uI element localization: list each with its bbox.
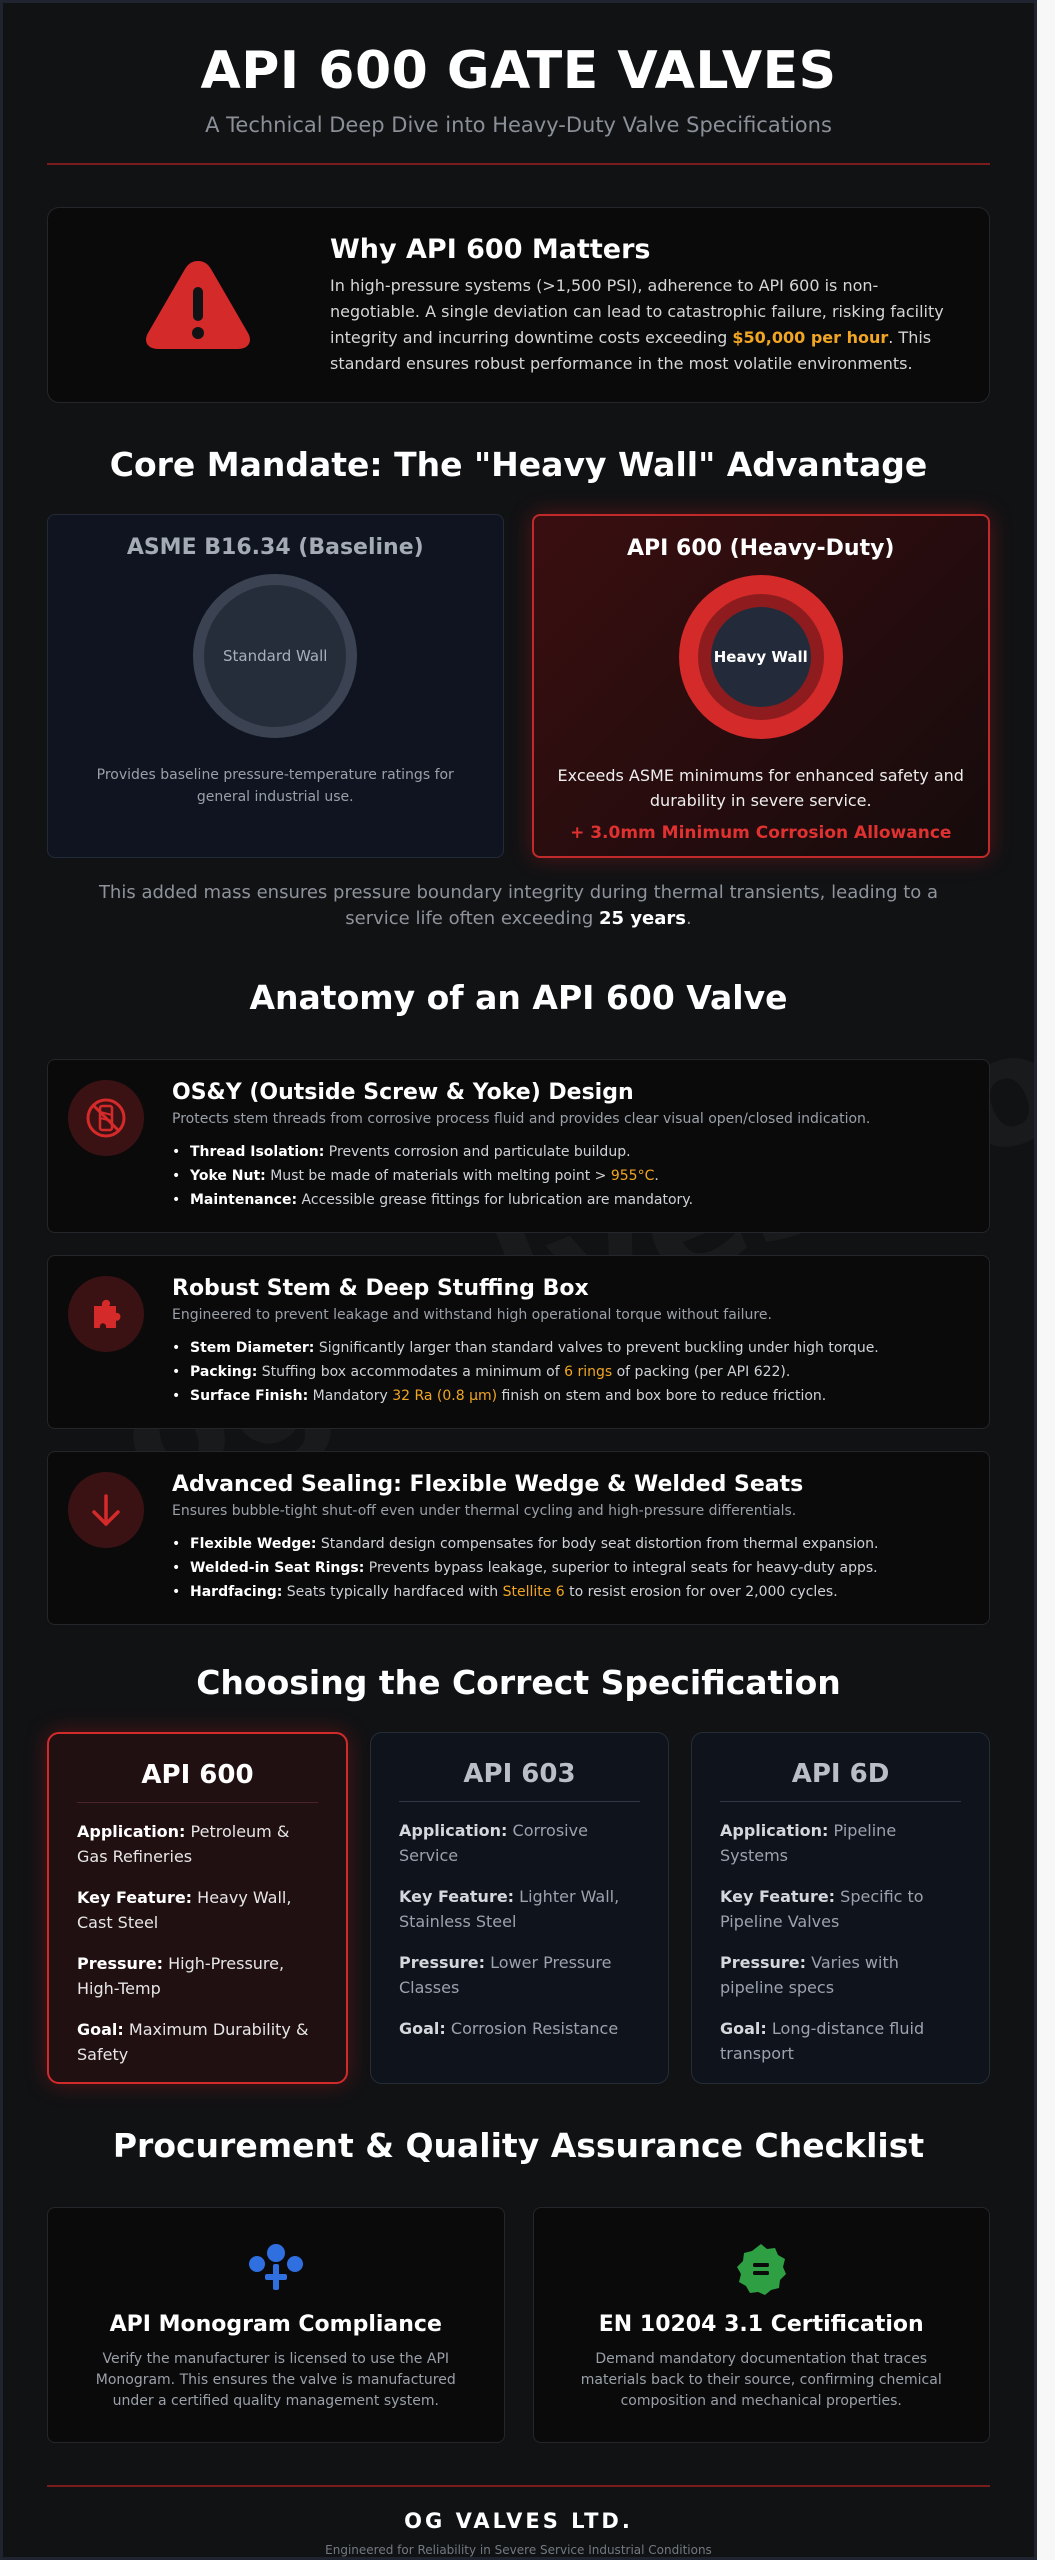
anatomy-card-points (172, 1140, 969, 1212)
certificate-icon (534, 2242, 990, 2294)
anatomy-card-points (172, 1336, 969, 1408)
heavy-duty-card (532, 514, 991, 858)
list-item: • Packing: Stuffing box accommodates a minimum of 6 rings of packing (per API 622). (172, 1360, 969, 1384)
anatomy-card-title: Advanced Sealing: Flexible Wedge & Welded Seats (172, 1472, 804, 1497)
footer (3, 2487, 1034, 2557)
spec-row: Key Feature: Specific to Pipeline Valves (720, 1887, 924, 1931)
wall-comparison (47, 514, 990, 858)
anatomy-card (47, 1451, 990, 1625)
spec-row: Pressure: Lower Pressure Classes (399, 1953, 612, 1997)
warning-triangle-icon (78, 257, 318, 353)
list-item: • Thread Isolation: Prevents corrosion and particulate buildup. (172, 1140, 969, 1164)
checklist-card-title: EN 10204 3.1 Certification (598, 2312, 924, 2337)
puzzle-icon (68, 1276, 144, 1352)
spec-row: Key Feature: Lighter Wall, Stainless Steel (399, 1887, 620, 1931)
checklist-section-title: Procurement & Quality Assurance Checklist (112, 2126, 925, 2165)
anatomy-card-points (172, 1532, 969, 1604)
spec-name: API 603 (399, 1759, 640, 1802)
spec-name: API 6D (720, 1759, 961, 1802)
list-item: • Hardfacing: Seats typically hardfaced with Stellite 6 to resist erosion for over 2,000 cycles. (172, 1580, 969, 1604)
spec-row: Application: Pipeline Systems (720, 1821, 897, 1865)
heavy-duty-desc: Exceeds ASME minimums for enhanced safety and durability in severe service. (557, 766, 964, 810)
page-subtitle: A Technical Deep Dive into Heavy-Duty Valve Specifications (205, 113, 832, 137)
spec-row: Goal: Corrosion Resistance (399, 2019, 619, 2038)
spec-row: Application: Corrosive Service (399, 1821, 588, 1865)
spec-card-api-600 (47, 1732, 348, 2084)
spec-name: API 600 (77, 1760, 318, 1803)
list-item: • Maintenance: Accessible grease fittings for lubrication are mandatory. (172, 1188, 969, 1212)
checklist-card-desc: Verify the manufacturer is licensed to use the API Monogram. This ensures the valve is manufactured under a certified quality management system. (95, 2351, 456, 2409)
arrow-down-icon (68, 1472, 144, 1548)
spec-row: Key Feature: Heavy Wall, Cast Steel (77, 1888, 292, 1932)
anatomy-card (47, 1059, 990, 1233)
spec-row: Application: Petroleum & Gas Refineries (77, 1822, 290, 1866)
anatomy-card-subtitle: Protects stem threads from corrosive process fluid and provides clear visual open/closed indication. (172, 1111, 871, 1127)
anatomy-list (47, 1059, 990, 1625)
anatomy-card-subtitle: Engineered to prevent leakage and withstand high operational torque without failure. (172, 1307, 772, 1323)
company-name: OG VALVES LTD. (404, 2509, 633, 2533)
checklist-card-title: API Monogram Compliance (109, 2312, 442, 2337)
core-section-title: Core Mandate: The "Heavy Wall" Advantage (109, 445, 928, 484)
list-item: • Surface Finish: Mandatory 32 Ra (0.8 µm) finish on stem and box bore to reduce friction. (172, 1384, 969, 1408)
anatomy-card-title: OS&Y (Outside Screw & Yoke) Design (172, 1080, 634, 1105)
list-item: • Welded-in Seat Rings: Prevents bypass leakage, superior to integral seats for heavy-duty apps. (172, 1556, 969, 1580)
standard-wall-label: Standard Wall (223, 647, 328, 665)
spec-card-api-6d (691, 1732, 990, 2084)
anatomy-section-title: Anatomy of an API 600 Valve (249, 978, 788, 1017)
corrosion-allowance: + 3.0mm Minimum Corrosion Allowance (570, 823, 952, 843)
list-item: • Stem Diameter: Significantly larger than standard valves to prevent buckling under high torque. (172, 1336, 969, 1360)
why-title: Why API 600 Matters (330, 233, 651, 265)
no-screw-icon (68, 1080, 144, 1156)
company-tagline: Engineered for Reliability in Severe Service Industrial Conditions (325, 2543, 712, 2557)
service-life-note: This added mass ensures pressure boundary integrity during thermal transients, leading to a service life often exceeding 25 years. (98, 882, 939, 929)
baseline-desc: Provides baseline pressure-temperature ratings for general industrial use. (96, 767, 454, 805)
header-divider (47, 163, 990, 165)
specs-section-title: Choosing the Correct Specification (196, 1663, 841, 1702)
spec-card-api-603 (370, 1732, 669, 2084)
anatomy-card (47, 1255, 990, 1429)
checklist-card (47, 2207, 505, 2443)
checklist-card-desc: Demand mandatory documentation that traces materials back to their source, confirming chemical composition and mechanical properties. (580, 2351, 942, 2409)
network-icon (48, 2242, 504, 2294)
baseline-card (47, 514, 504, 858)
spec-row: Pressure: High-Pressure, High-Temp (77, 1954, 285, 1998)
list-item: • Yoke Nut: Must be made of materials with melting point > 955°C. (172, 1164, 969, 1188)
spec-row: Goal: Maximum Durability & Safety (77, 2020, 309, 2064)
anatomy-card-subtitle: Ensures bubble-tight shut-off even under thermal cycling and high-pressure differentials. (172, 1503, 797, 1519)
page-title: API 600 GATE VALVES (200, 41, 837, 101)
downtime-cost-highlight: $50,000 per hour (732, 327, 889, 347)
list-item: • Flexible Wedge: Standard design compensates for body seat distortion from thermal expansion. (172, 1532, 969, 1556)
heavy-duty-title: API 600 (Heavy-Duty) (627, 536, 895, 561)
baseline-title: ASME B16.34 (Baseline) (126, 535, 424, 560)
spec-comparison (47, 1732, 990, 2084)
checklist (47, 2207, 990, 2443)
spec-row: Goal: Long-distance fluid transport (720, 2019, 925, 2063)
why-body: In high-pressure systems (>1,500 PSI), adherence to API 600 is non-negotiable. A single deviation can lead to catastrophic failure, risking facility integrity and incurring downtime costs exceeding $50,000 per hour. This standard ensures robust performance in the most volatile environments. (330, 275, 944, 373)
anatomy-card-title: Robust Stem & Deep Stuffing Box (172, 1276, 589, 1301)
heavy-wall-label: Heavy Wall (713, 648, 808, 666)
checklist-card (533, 2207, 991, 2443)
standard-wall-ring (193, 574, 357, 738)
heavy-wall-ring (679, 575, 843, 739)
header (3, 3, 1034, 137)
why-card (47, 207, 990, 403)
spec-row: Pressure: Varies with pipeline specs (720, 1953, 899, 1997)
